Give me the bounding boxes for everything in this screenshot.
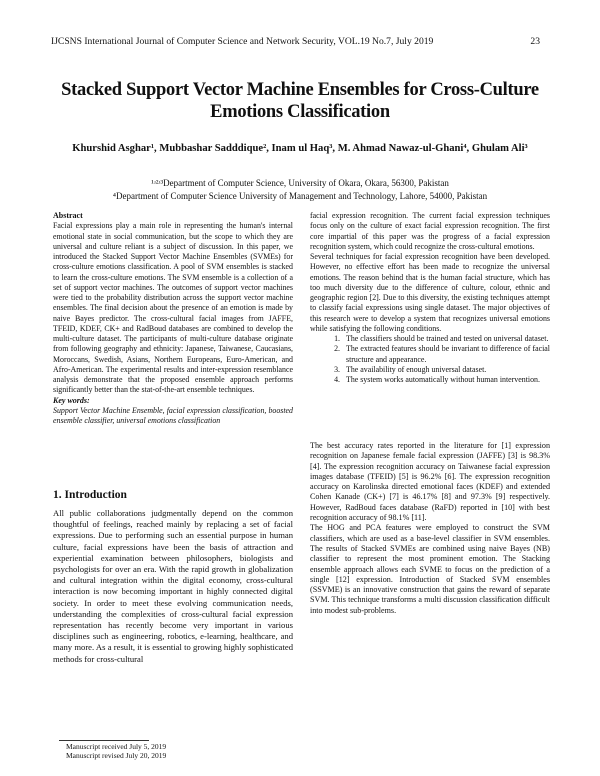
right-column-top	[310, 211, 550, 385]
abstract-heading: Abstract	[53, 211, 83, 220]
right-column-bottom	[310, 441, 550, 616]
right-paragraph-3: The best accuracy rates reported in the literature for [1] expression recognition on Japanese female facial expression (JAFFE) [3] is 98.3% [4]. The expression recognition accuracy on Taiwanese facial expression images database (TFEID) [5] is 96.2% [6]. The expression recognition accuracy on Karolinska directed emotional faces (KDEF) and extended Cohen Kanade (CK+) [7] is 46.17% [8] and 97.3% [9] respectively. However, RadBoud faces database (RaFD) reported in [10] with best recognition accuracy of 98.1% [11].	[310, 441, 550, 523]
objectives-list	[310, 334, 550, 385]
footnote-rule	[59, 740, 149, 741]
journal-name: IJCSNS International Journal of Computer Science and Network Security, VOL.19 No.7, July 2019	[51, 36, 434, 47]
author-list: Khurshid Asghar¹, Mubbashar Sadddique², Inam ul Haq³, M. Ahmad Nawaz-ul-Ghani⁴, Ghulam Ali³	[72, 143, 528, 154]
right-paragraph-4: The HOG and PCA features were employed to construct the SVM classifiers, which are used as a base-level classifier in SVM ensembles. The results of Stacked SVMEs are combined using naive Bayes (NB) classifier to represent the most prominent emotion. The Stacking ensemble approach allows each SVME to focus on the prediction of a single [12] expression. Introduction of Stacked SVM ensembles (SSVME) is an innovative construction that gains the reward of separate SVM. This technique transforms a multi discussion classification difficult into modest sub-problems.	[310, 523, 550, 615]
affiliation-1: ¹ʴ²ʴ³Department of Computer Science, University of Okara, Okara, 56300, Pakistan	[151, 178, 449, 188]
keywords-heading: Key words:	[53, 395, 90, 405]
keywords-text: Support Vector Machine Ensemble, facial expression classification, boosted ensemble classifier, universal emotions classification	[53, 405, 293, 425]
running-header	[51, 36, 540, 50]
page-number: 23	[530, 36, 540, 47]
list-item: 4. The system works automatically without human intervention.	[342, 375, 550, 385]
list-item: 1. The classifiers should be trained and tested on universal dataset.	[342, 334, 550, 344]
affiliation-2: ⁴Department of Computer Science University of Management and Technology, Lahore, 54000, Pakistan	[112, 191, 488, 201]
list-item: 3. The availability of enough universal dataset.	[342, 365, 550, 375]
intro-heading: 1. Introduction	[53, 489, 127, 501]
footnote-received: Manuscript received July 5, 2019	[66, 742, 167, 751]
footnote-revised: Manuscript revised July 20, 2019	[66, 751, 167, 760]
intro-text: All public collaborations judgmentally depend on the common thoughtful of feelings, reached mainly by replacing a set of facial expressions. Due to performing such an essential purpose in human culture, facial expressions have been the basis of attraction and experiential examination between philosophers, biologists and psychologists for over an era. With the rapid growth in globalization and cultural integration within the digital economy, cross-cultural interaction is now becoming important in highly connected digital society. In order to meet these evolving communication needs, understanding the complexities of cross-cultural facial expression representation has recently become very important in various disciplines such as engineering, robotics, e-learning, healthcare, and many more. As a result, it is essential to growing highly sophisticated methods for cross-cultural	[53, 508, 293, 664]
right-paragraph-2: Several techniques for facial expression recognition have been developed. However, no effective effort has been made to recognize the universal emotions. The reason behind that is the human facial structure, which has too much diversity due to the difference of culture, colour, ethnic and geographic region [2]. Due to this diversity, the existing techniques attempt to classify facial expressions using single dataset. The major objectives of this research were to develop a system that recognizes universal emotions while satisfying the following conditions.	[310, 252, 550, 333]
abstract-block	[53, 211, 293, 426]
right-paragraph-1: facial expression recognition. The current facial expression techniques focus only on the culture of exact facial expression recognition. The first core impartial of this paper was the progress of a facial expression recognition system, which could recognize the cross-cultural emotions.	[310, 211, 550, 251]
list-item: 2. The extracted features should be invariant to difference of facial structure and appearance.	[342, 344, 550, 365]
abstract-text: Facial expressions play a main role in representing the human's internal emotional state in social communication, but the scope to which they are universal and culture reliant is a subject of discussion. In this paper, we introduced the Stacked Support Vector Machine Ensembles (SVMEs) for cross-culture emotions classification. A pool of SVM ensembles is stacked to learn the cross-culture emotions. The SVM ensemble is a collection of a set of support vector machines. The outcomes of support vector machines were tied to the probability distribution across the support vector machine ensembles. The final decision about the presence of an emotion is made by naive Bayes predictor. The cross-cultural facial images from JAFFE, TFEID, KDEF, CK+ and RadBoud databases are combined to develop the multi-culture dataset. The participants of multi-culture database originate from following geography and ethnicity: Japanese, Taiwanese, Caucasians, Moroccans, Swedish, Asians, Northern Europeans, Euro-American, and Afro-American. The experimental results and inter-expression resemblance analysis demonstrate that the proposed ensemble approach performs significantly better than the stat-of-the-art ensemble techniques.	[53, 221, 293, 395]
paper-title: Stacked Support Vector Machine Ensembles for Cross-Culture Emotions Classification	[61, 80, 539, 122]
